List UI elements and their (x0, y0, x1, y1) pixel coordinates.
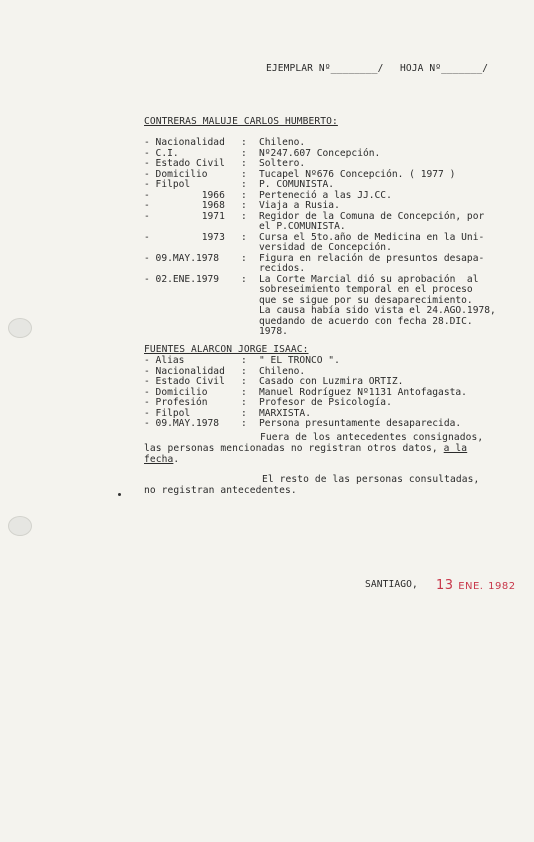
person1-row-value: Viaja a Rusia. (259, 200, 340, 211)
closing-place: SANTIAGO, (365, 579, 418, 590)
person1-row-colon: : (241, 231, 247, 243)
person2-row-label: - Filpol (144, 407, 191, 419)
person2-name: FUENTES ALARCON JORGE ISAAC: (144, 344, 309, 355)
person1-row-label: - C.I. (144, 147, 179, 159)
person1-row-colon: : (241, 200, 247, 211)
person2-row-colon: : (241, 355, 247, 366)
person1-row-colon: : (241, 273, 247, 285)
person2-row-colon: : (241, 397, 247, 408)
person1-name: CONTRERAS MALUJE CARLOS HUMBERTO: (144, 116, 338, 127)
person2-row-label: - Alias (144, 355, 185, 366)
person1-row-value: P. COMUNISTA. (259, 179, 335, 190)
person1-row-label: - 1971 (144, 210, 225, 222)
para1-line2 (144, 444, 467, 455)
person2-row-value: MARXISTA. (259, 407, 311, 419)
person1-row-value: Nº247.607 Concepción. (259, 147, 381, 159)
person1-row-value: Tucapel Nº676 Concepción. ( 1977 ) (259, 168, 456, 180)
person1-row-value: La Corte Marcial dió su aprobación al sobreseimiento temporal en el proceso que se sigue por su desaparecimiento. La causa había sido vista el 24.AGO.1978, quedando de acuerdo con fecha 28.DIC. 1978. (259, 273, 496, 337)
para1-underlined-fecha: fecha (144, 454, 174, 465)
ejemplar-field: EJEMPLAR Nº________/ (266, 63, 384, 74)
ink-dot (118, 493, 121, 496)
stamp-day: 13 (436, 578, 454, 593)
person1-row-label: - 1973 (144, 231, 225, 243)
person2-row-value: Profesor de Psicología. (259, 397, 392, 408)
person2-row-value: Manuel Rodríguez Nº1131 Antofagasta. (259, 386, 467, 398)
para1-period: . (173, 454, 180, 465)
person1-row-colon: : (241, 147, 247, 159)
person1-row-label: - 02.ENE.1979 (144, 273, 220, 285)
person1-row-value: Perteneció a las JJ.CC. (259, 189, 392, 201)
para1-line2-text: las personas mencionadas no registran otros datos, (144, 443, 444, 454)
person1-row-value: Soltero. (259, 158, 306, 169)
punch-hole-top (8, 318, 32, 338)
person1-row-colon: : (241, 252, 247, 264)
person2-row-colon: : (241, 365, 247, 377)
person2-row-value: Casado con Luzmira ORTIZ. (259, 376, 404, 387)
person1-row-colon: : (241, 158, 247, 169)
person1-row-label: - Estado Civil (144, 158, 225, 169)
person2-row-colon: : (241, 376, 247, 387)
para1-line3 (144, 455, 179, 466)
person2-row-label: - Nacionalidad (144, 365, 225, 377)
person2-row-colon: : (241, 418, 247, 429)
person2-row-value: " EL TRONCO ". (259, 355, 340, 366)
person1-row-colon: : (241, 210, 247, 222)
person1-row-label: - 09.MAY.1978 (144, 252, 220, 264)
person1-row-label: - 1968 (144, 200, 225, 211)
person1-row-colon: : (241, 168, 247, 180)
person2-row-label: - Profesión (144, 397, 208, 408)
person1-row-colon: : (241, 179, 247, 190)
person2-row-value: Chileno. (259, 365, 306, 377)
person2-row-colon: : (241, 386, 247, 398)
person1-row-colon: : (241, 137, 247, 148)
person2-row-label: - Domicilio (144, 386, 208, 398)
person1-row-value: Chileno. (259, 137, 306, 148)
person1-row-value: Cursa el 5to.año de Medicina en la Uni- versidad de Concepción. (259, 231, 485, 253)
person1-row-colon: : (241, 189, 247, 201)
person1-row-label: - 1966 (144, 189, 225, 201)
para1-line1: Fuera de los antecedentes consignados, (260, 432, 484, 443)
person1-row-label: - Filpol (144, 179, 191, 190)
para2-line2: no registran antecedentes. (144, 485, 297, 496)
person1-row-value: Regidor de la Comuna de Concepción, por el P.COMUNISTA. (259, 210, 485, 232)
person1-row-label: - Domicilio (144, 168, 208, 180)
person1-row-label: - Nacionalidad (144, 137, 225, 148)
person2-row-colon: : (241, 407, 247, 419)
stamp-month: ENE. (458, 581, 484, 592)
para2-line1: El resto de las personas consultadas, (262, 474, 480, 485)
person2-row-value: Persona presuntamente desaparecida. (259, 418, 462, 429)
para1-underlined-a-la: a la (443, 443, 468, 454)
person1-row-value: Figura en relación de presuntos desapa- recidos. (259, 252, 485, 274)
date-stamp (436, 578, 516, 593)
person2-row-label: - Estado Civil (144, 376, 225, 387)
hoja-field: HOJA Nº_______/ (400, 63, 489, 74)
person2-row-label: - 09.MAY.1978 (144, 418, 220, 429)
punch-hole-bottom (8, 516, 32, 536)
stamp-year: 1982 (488, 581, 516, 592)
